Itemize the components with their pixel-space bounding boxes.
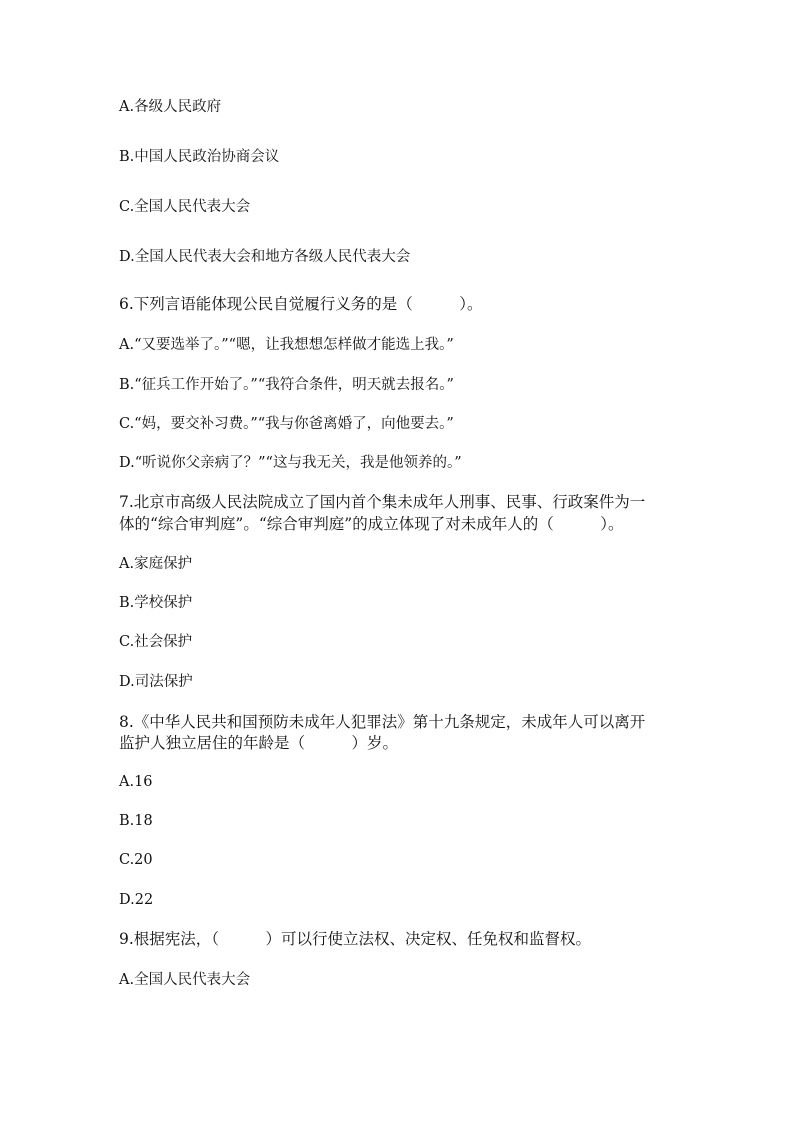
q8-stem-line-1: 8.《中华人民共和国预防未成年人犯罪法》第十九条规定，未成年人可以离开 <box>119 713 646 731</box>
q7-option-d: D.司法保护 <box>119 674 193 690</box>
q8-option-c: C.20 <box>119 852 153 868</box>
q7-option-c: C.社会保护 <box>119 634 193 650</box>
q7-stem-line-2: 体的“综合审判庭”。“综合审判庭”的成立体现了对未成年人的（ ）。 <box>119 515 624 533</box>
q7-option-a: A.家庭保护 <box>119 556 193 572</box>
q9-stem: 9.根据宪法，（ ）可以行使立法权、决定权、任免权和监督权。 <box>119 930 592 948</box>
q6-option-d: D.“听说你父亲病了？”“这与我无关，我是他领养的。” <box>119 455 462 471</box>
q5-option-c: C.全国人民代表大会 <box>119 199 251 215</box>
q5-option-d: D.全国人民代表大会和地方各级人民代表大会 <box>119 249 411 265</box>
q8-stem-line-2: 监护人独立居住的年龄是（ ）岁。 <box>119 734 399 752</box>
q5-option-b: B.中国人民政治协商会议 <box>119 149 280 165</box>
q5-option-a: A.各级人民政府 <box>119 99 222 115</box>
q8-option-b: B.18 <box>119 813 153 829</box>
q6-option-a: A.“又要选举了。”“嗯，让我想想怎样做才能选上我。” <box>119 337 454 353</box>
q6-option-c: C.“妈，要交补习费。”“我与你爸离婚了，向他要去。” <box>119 416 454 432</box>
q6-stem: 6.下列言语能体现公民自觉履行义务的是（ ）。 <box>119 295 483 313</box>
q7-stem-line-1: 7.北京市高级人民法院成立了国内首个集未成年人刑事、民事、行政案件为一 <box>119 493 646 511</box>
q8-option-a: A.16 <box>119 774 153 790</box>
q9-option-a: A.全国人民代表大会 <box>119 972 251 988</box>
q6-option-b: B.“征兵工作开始了。”“我符合条件，明天就去报名。” <box>119 377 454 393</box>
q7-option-b: B.学校保护 <box>119 595 193 611</box>
q8-option-d: D.22 <box>119 892 154 908</box>
